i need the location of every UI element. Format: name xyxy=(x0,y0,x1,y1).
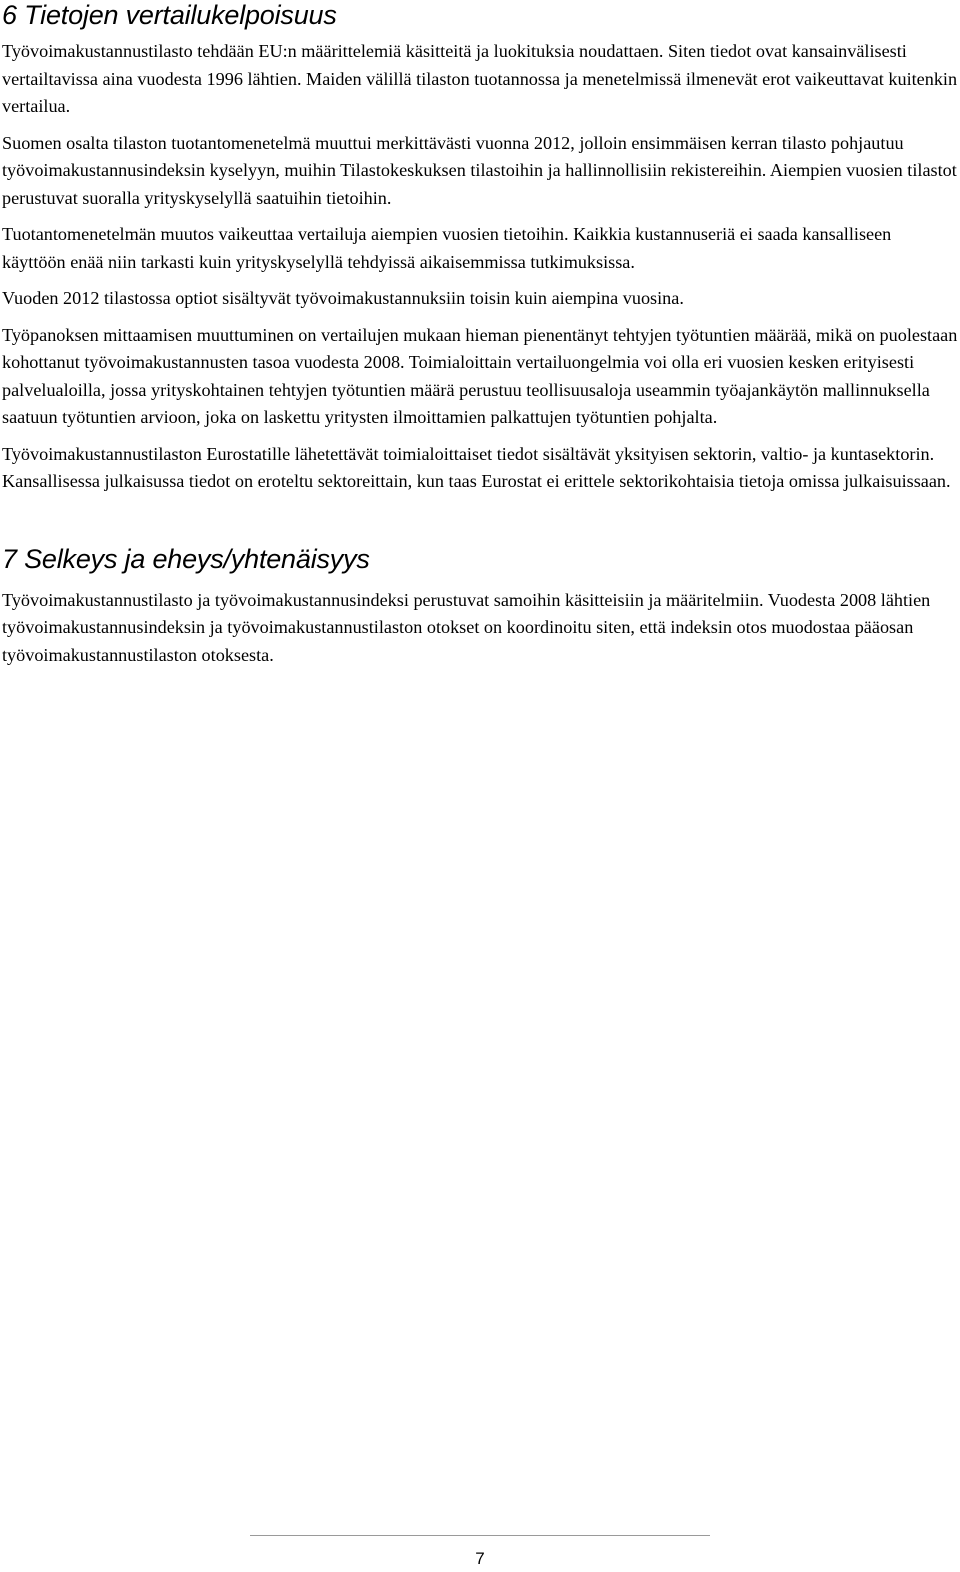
section-7-paragraph-1: Työvoimakustannustilasto ja työvoimakustannusindeksi perustuvat samoihin käsitteisiin ja määritelmiin. Vuodesta 2008 lähtien työvoimakustannusindeksin ja työvoimakustannustilaston otokset on koordinoitu siten, että indeksin otos muodostaa pääosan työvoimakustannustilaston otoksesta. xyxy=(2,589,931,665)
page-number: 7 xyxy=(475,1549,485,1568)
footer-divider xyxy=(250,1535,710,1536)
section-6-heading: 6 Tietojen vertailukelpoisuus xyxy=(2,0,337,30)
section-6-paragraph-2: Suomen osalta tilaston tuotantomenetelmä muuttui merkittävästi vuonna 2012, jolloin ensimmäisen kerran tilasto pohjautuu työvoimakustannusindeksin kyselyyn, muihin Tilastokeskuksen tilastoihin ja hallinnollisiin rekistereihin. Aiempien vuosien tilastot perustuvat suoralla yrityskyselyllä saatuihin tietoihin. xyxy=(2,132,957,208)
section-6-paragraph-3: Tuotantomenetelmän muutos vaikeuttaa vertailuja aiempien vuosien tietoihin. Kaikkia kustannuseriä ei saada kansalliseen käyttöön enää niin tarkasti kuin yrityskyselyllä tehdyissä aikaisemmissa tutkimuksissa. xyxy=(2,224,892,272)
section-6-paragraph-6: Työvoimakustannustilaston Eurostatille lähetettävät toimialoittaiset tiedot sisältävät yksityisen sektorin, valtio- ja kuntasektorin. Kansallisessa julkaisussa tiedot on eroteltu sektoreittain, kun taas Eurostat ei erittele sektorikohtaisia tietoja omissa julkaisuissaan. xyxy=(2,443,951,491)
page-content xyxy=(2,0,958,669)
section-6-paragraph-1: Työvoimakustannustilasto tehdään EU:n määrittelemiä käsitteitä ja luokituksia noudattaen. Siten tiedot ovat kansainvälisesti vertailtavissa aina vuodesta 1996 lähtien. Maiden välillä tilaston tuotannossa ja menetelmissä ilmenevät erot vaikeuttavat kuitenkin vertailua. xyxy=(2,41,958,116)
section-6-paragraph-4: Vuoden 2012 tilastossa optiot sisältyvät työvoimakustannuksiin toisin kuin aiempina vuosina. xyxy=(2,288,684,308)
section-7-heading: 7 Selkeys ja eheys/yhtenäisyys xyxy=(2,543,370,574)
section-6-paragraph-5: Työpanoksen mittaamisen muuttuminen on vertailujen mukaan hieman pienentänyt tehtyjen työtuntien määrää, mikä on puolestaan kohottanut työvoimakustannusten tasoa vuodesta 2008. Toimialoittain vertailuongelmia voi olla eri vuosien kesken erityisesti palvelualoilla, jossa yrityskohtainen tehtyjen työtuntien määrä perustuu teollisuusaloja useammin työajankäytön mallinnuksella saatuun työtuntien arvioon, joka on laskettu yritysten ilmoittamien palkattujen työtuntien pohjalta. xyxy=(2,324,958,427)
